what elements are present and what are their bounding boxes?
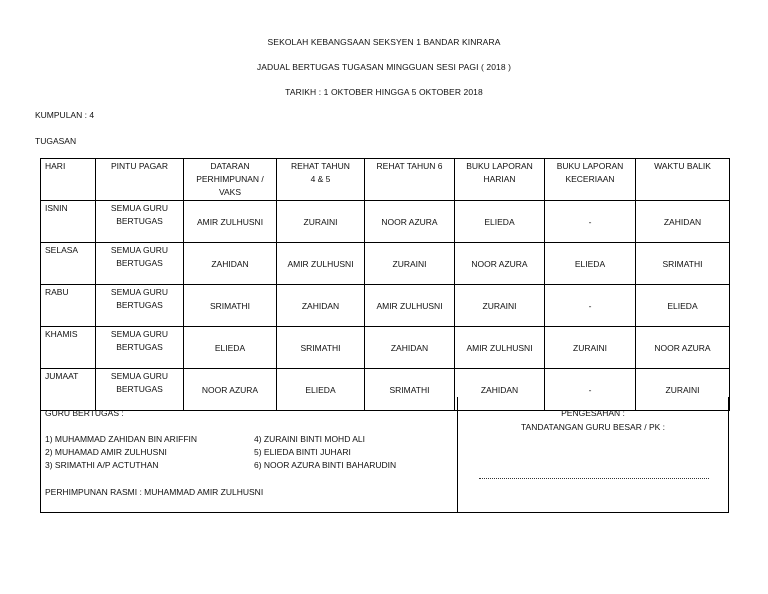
- day-cell: RABU: [41, 285, 96, 327]
- pintu-pagar-text: SEMUA GURU: [110, 245, 169, 255]
- duty-cell: -: [545, 285, 636, 327]
- column-header: [365, 159, 455, 201]
- pintu-pagar-text: SEMUA GURU: [110, 329, 169, 339]
- duty-cell: ZURAINI: [545, 327, 636, 369]
- pintu-pagar-text: BERTUGAS: [116, 300, 163, 310]
- column-header-text: REHAT TAHUN: [291, 161, 350, 171]
- column-header-text: PERHIMPUNAN /: [196, 174, 264, 184]
- column-header-text: BUKU LAPORAN: [556, 161, 624, 171]
- column-header-text: KECERIAAN: [565, 174, 615, 184]
- pintu-pagar-text: SEMUA GURU: [110, 287, 169, 297]
- pintu-pagar-cell: [96, 285, 184, 327]
- pintu-pagar-text: BERTUGAS: [116, 216, 163, 226]
- column-header: [41, 159, 96, 201]
- guru-list-item: 2) MUHAMAD AMIR ZULHUSNI: [45, 447, 167, 457]
- duty-cell: ZURAINI: [455, 285, 545, 327]
- tugasan-label: TUGASAN: [35, 136, 77, 146]
- day-cell: JUMAAT: [41, 369, 96, 411]
- duty-cell: ELIEDA: [184, 327, 277, 369]
- duty-cell: ZAHIDAN: [184, 243, 277, 285]
- kumpulan-label: KUMPULAN : 4: [35, 110, 95, 120]
- pengesahan-label: PENGESAHAN :: [561, 408, 625, 418]
- duty-cell: SRIMATHI: [365, 369, 455, 411]
- duty-cell: ELIEDA: [455, 201, 545, 243]
- table-row: [41, 285, 730, 327]
- column-header-text: HARI: [45, 161, 66, 171]
- column-header: [277, 159, 365, 201]
- column-header: [455, 159, 545, 201]
- column-header-text: WAKTU BALIK: [654, 161, 711, 171]
- pintu-pagar-text: BERTUGAS: [116, 258, 163, 268]
- duty-cell: NOOR AZURA: [455, 243, 545, 285]
- column-header-text: VAKS: [218, 187, 242, 197]
- guru-bertugas-title: GURU BERTUGAS :: [45, 408, 124, 418]
- column-header: [184, 159, 277, 201]
- duty-cell: ZAHIDAN: [455, 369, 545, 411]
- duty-cell: ZURAINI: [636, 369, 730, 411]
- table-row: [41, 201, 730, 243]
- pintu-pagar-cell: [96, 201, 184, 243]
- duty-cell: AMIR ZULHUSNI: [455, 327, 545, 369]
- duty-cell: NOOR AZURA: [184, 369, 277, 411]
- duty-cell: ZURAINI: [365, 243, 455, 285]
- column-header: [96, 159, 184, 201]
- pintu-pagar-text: BERTUGAS: [116, 342, 163, 352]
- column-header-text: 4 & 5: [310, 174, 331, 184]
- pintu-pagar-cell: [96, 243, 184, 285]
- date-range: TARIKH : 1 OKTOBER HINGGA 5 OKTOBER 2018: [285, 87, 483, 97]
- pintu-pagar-text: SEMUA GURU: [110, 203, 169, 213]
- column-header-text: HARIAN: [483, 174, 516, 184]
- table-row: [41, 327, 730, 369]
- duty-cell: ELIEDA: [545, 243, 636, 285]
- duty-cell: SRIMATHI: [184, 285, 277, 327]
- pintu-pagar-text: SEMUA GURU: [110, 371, 169, 381]
- duty-cell: ZAHIDAN: [636, 201, 730, 243]
- guru-list-item: 6) NOOR AZURA BINTI BAHARUDIN: [254, 460, 397, 470]
- guru-list-item: 4) ZURAINI BINTI MOHD ALI: [254, 434, 365, 444]
- signature-line: [479, 478, 709, 479]
- day-cell: SELASA: [41, 243, 96, 285]
- duty-cell: SRIMATHI: [277, 327, 365, 369]
- duty-cell: ZAHIDAN: [277, 285, 365, 327]
- duty-cell: NOOR AZURA: [365, 201, 455, 243]
- column-header-text: PINTU PAGAR: [111, 161, 168, 171]
- column-header: [545, 159, 636, 201]
- duty-cell: NOOR AZURA: [636, 327, 730, 369]
- school-name: SEKOLAH KEBANGSAAN SEKSYEN 1 BANDAR KINRARA: [267, 37, 501, 47]
- duty-cell: AMIR ZULHUSNI: [365, 285, 455, 327]
- duty-cell: AMIR ZULHUSNI: [277, 243, 365, 285]
- duty-schedule-table: [40, 158, 730, 411]
- duty-cell: ZAHIDAN: [365, 327, 455, 369]
- column-header-text: DATARAN: [210, 161, 250, 171]
- duty-cell: ELIEDA: [636, 285, 730, 327]
- duty-cell: ZURAINI: [277, 201, 365, 243]
- duty-cell: -: [545, 201, 636, 243]
- day-cell: ISNIN: [41, 201, 96, 243]
- pintu-pagar-cell: [96, 327, 184, 369]
- day-cell: KHAMIS: [41, 327, 96, 369]
- guru-list-item: 3) SRIMATHI A/P ACTUTHAN: [45, 460, 159, 470]
- guru-list-item: 5) ELIEDA BINTI JUHARI: [254, 447, 351, 457]
- signature-label: TANDATANGAN GURU BESAR / PK :: [520, 422, 666, 432]
- duty-cell: AMIR ZULHUSNI: [184, 201, 277, 243]
- column-header: [636, 159, 730, 201]
- table-header-row: [41, 159, 730, 201]
- duty-cell: SRIMATHI: [636, 243, 730, 285]
- guru-list-item: 1) MUHAMMAD ZAHIDAN BIN ARIFFIN: [45, 434, 198, 444]
- perhimpunan-rasmi: PERHIMPUNAN RASMI : MUHAMMAD AMIR ZULHUSNI: [45, 487, 264, 497]
- table-row: [41, 243, 730, 285]
- footer-box: [40, 397, 729, 513]
- column-header-text: BUKU LAPORAN: [466, 161, 533, 171]
- duty-cell: ELIEDA: [277, 369, 365, 411]
- column-header-text: REHAT TAHUN 6: [376, 161, 443, 171]
- document-title: JADUAL BERTUGAS TUGASAN MINGGUAN SESI PAGI ( 2018 ): [256, 62, 512, 72]
- duty-cell: -: [545, 369, 636, 411]
- pintu-pagar-text: BERTUGAS: [116, 384, 163, 394]
